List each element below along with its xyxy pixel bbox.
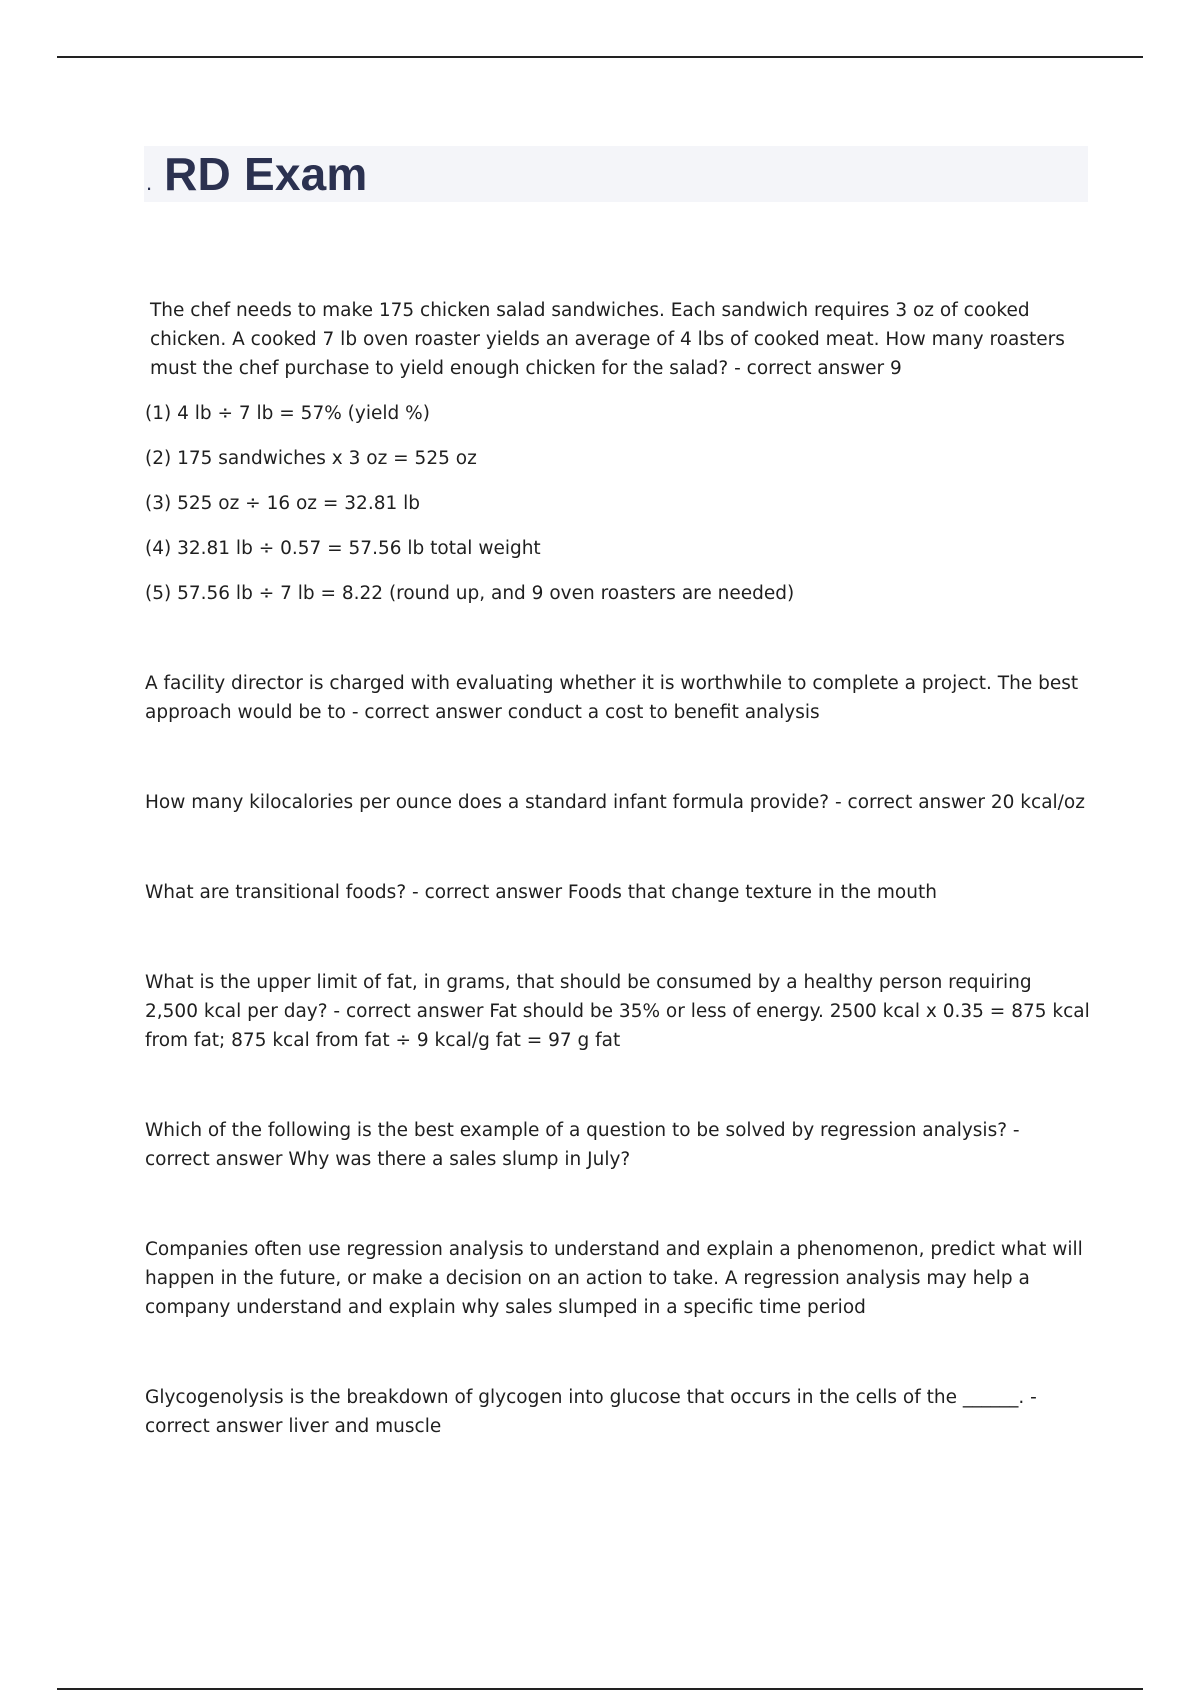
title-banner [144,146,1088,202]
question-3: How many kilocalories per ounce does a standard infant formula provide? - correct answer 20 kcal/oz [145,792,1085,813]
question-6: Which of the following is the best example of a question to be solved by regression analysis? - correct answer Why was there a sales slump in July? [145,1120,1020,1170]
step-1: (1) 4 lb ÷ 7 lb = 57% (yield %) [145,403,430,424]
question-5: What is the upper limit of fat, in grams, that should be consumed by a healthy person requiring 2,500 kcal per day? - correct answer Fat should be 35% or less of energy. 2500 kcal x 0.35 = 875 kcal from fat; 875 kcal from fat ÷ 9 kcal/g fat = 97 g fat [145,972,1090,1051]
page-title: RD Exam [164,148,368,200]
step-2: (2) 175 sandwiches x 3 oz = 525 oz [145,448,477,469]
title-prefix: . [146,170,153,195]
question-7: Glycogenolysis is the breakdown of glycogen into glucose that occurs in the cells of the ______. - correct answer liver and muscle [145,1387,1037,1437]
explanation-regression: Companies often use regression analysis to understand and explain a phenomenon, predict what will happen in the future, or make a decision on an action to take. A regression analysis may help a company understand and explain why sales slumped in a specific time period [145,1239,1083,1318]
footer-rule [57,1688,1143,1690]
document-body [145,296,1090,1441]
header-rule [57,56,1143,58]
step-5: (5) 57.56 lb ÷ 7 lb = 8.22 (round up, and 9 oven roasters are needed) [145,583,795,604]
step-4: (4) 32.81 lb ÷ 0.57 = 57.56 lb total weight [145,538,541,559]
question-2: A facility director is charged with evaluating whether it is worthwhile to complete a project. The best approach would be to - correct answer conduct a cost to benefit analysis [145,673,1079,723]
step-3: (3) 525 oz ÷ 16 oz = 32.81 lb [145,493,421,514]
question-1: The chef needs to make 175 chicken salad sandwiches. Each sandwich requires 3 oz of cooked chicken. A cooked 7 lb oven roaster yields an average of 4 lbs of cooked meat. How many roasters must the chef purchase to yield enough chicken for the salad? - correct answer 9 [150,300,1065,379]
question-4: What are transitional foods? - correct answer Foods that change texture in the mouth [145,882,937,903]
